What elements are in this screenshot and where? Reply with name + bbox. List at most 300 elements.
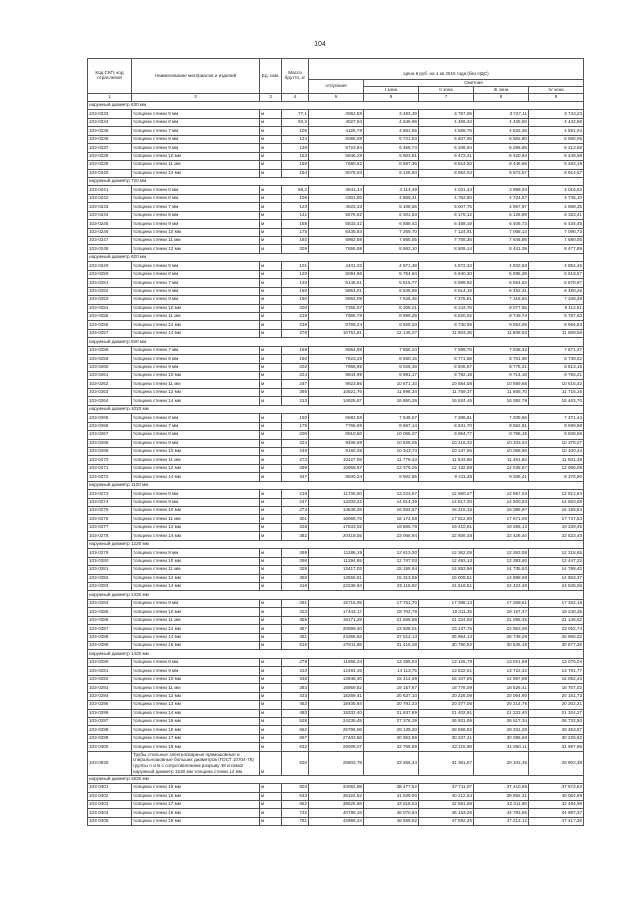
cell-zone-3-price: 42 311,90 [474,800,529,808]
cell-zone-2-price: 12 960,27 [419,490,474,498]
column-number: 4 [282,94,309,102]
cell-zone-3-price: 24 422,40 [474,582,529,590]
cell-zone-2-price: 19 311,35 [419,608,474,616]
cell-mass: 77,1 [282,110,309,118]
cell-zone-4-price: 12 912,64 [529,490,584,498]
cell-name: толщина стенки 12 мм [132,169,260,177]
table-row [88,203,584,211]
cell-zone-4-price: 37 572,53 [529,784,584,792]
table-row [88,380,584,388]
cell-zone-1-price: 13 395,03 [364,658,419,666]
table-row [88,228,584,236]
table-row [88,642,584,650]
cell-zone-4-price: 4 016,63 [529,186,584,194]
cell-release-price: 5846,28 [309,152,364,160]
cell-unit: м [260,388,282,396]
cell-unit: м [260,203,282,211]
cell-unit: м [260,566,282,574]
cell-code: 103-0255 [88,312,132,320]
cell-zone-4-price: 30 225,92 [529,734,584,742]
cell-mass: 209 [282,245,309,253]
cell-unit: м [260,422,282,430]
cell-zone-2-price: 21 224,55 [419,616,474,624]
cell-zone-3-price: 18 626,41 [474,684,529,692]
cell-name: толщина стенки 8 мм [132,431,260,439]
cell-zone-2-price: 8 631,70 [419,422,474,430]
table-row [88,726,584,734]
cell-code: 103-0246 [88,228,132,236]
cell-name: толщина стенки 12 мм [132,321,260,329]
cell-name: толщина стенки 13 мм [132,701,260,709]
cell-code: 103-0299 [88,734,132,742]
cell-zone-4-price: 9 828,56 [529,431,584,439]
cell-unit: м [260,447,282,455]
cell-release-price: 7355,07 [309,304,364,312]
table-row [88,388,584,396]
cell-zone-2-price: 17 398,13 [419,599,474,607]
table-row [88,625,584,633]
header-zone-2: II зона [419,87,474,94]
cell-zone-1-price: 9 991,17 [364,372,419,380]
cell-name: толщина стенки 18 мм [132,743,260,751]
table-row [88,245,584,253]
cell-name: толщина стенки 14 мм [132,709,260,717]
cell-name: толщина стенки 12 мм [132,692,260,700]
cell-release-price: 13200,22 [309,498,364,506]
cell-mass: 416 [282,582,309,590]
cell-name: толщина стенки 17 мм [132,800,260,808]
cell-release-price: 11294,55 [309,557,364,565]
cell-mass: 224 [282,439,309,447]
cell-zone-3-price: 5 654,52 [474,279,529,287]
cell-mass: 453 [282,701,309,709]
cell-code: 103-0267 [88,431,132,439]
cell-zone-1-price: 10 343,74 [364,447,419,455]
cell-zone-2-price: 6 514,19 [419,287,474,295]
cell-code: 103-0264 [88,397,132,405]
cell-zone-4-price: 4 551,04 [529,127,584,135]
cell-unit: м [260,296,282,304]
cell-unit: м [260,658,282,666]
column-number: 5 [309,94,364,102]
cell-unit: м [260,245,282,253]
cell-zone-4-price: 6 153,41 [529,211,584,219]
cell-zone-4-price: 3 743,23 [529,110,584,118]
cell-mass: 632 [282,743,309,751]
cell-zone-3-price: 10 056,90 [474,447,529,455]
cell-release-price: 8078,93 [309,169,364,177]
table-row [88,717,584,725]
cell-code: 103-0297 [88,717,132,725]
column-number: 8 [474,94,529,102]
cell-zone-4-price: 8 477,89 [529,245,584,253]
group-label: наружный диаметр 630 мм [88,102,584,110]
cell-zone-3-price: 3 999,34 [474,186,529,194]
table-row [88,135,584,143]
cell-unit: м [260,118,282,126]
table-row [88,809,584,817]
cell-zone-1-price: 30 953,96 [364,734,419,742]
cell-code: 103-0243 [88,203,132,211]
cell-name: толщина стенки 10 мм [132,152,260,160]
cell-zone-3-price: 4 724,57 [474,194,529,202]
cell-zone-4-price: 16 155,54 [529,507,584,515]
cell-name: толщина стенки 9 мм [132,599,260,607]
header-code: Код СКП, код отраслевой [88,59,132,94]
cell-mass: 603 [282,784,309,792]
cell-release-price: 3641,44 [309,186,364,194]
cell-zone-1-price: 8 650,15 [364,355,419,363]
cell-zone-3-price: 47 213,12 [474,817,529,825]
group-row [88,338,584,346]
cell-zone-2-price: 8 962,03 [419,169,474,177]
cell-mass: 141 [282,211,309,219]
cell-zone-3-price: 13 021,69 [474,658,529,666]
cell-zone-1-price: 27 376,39 [364,717,419,725]
cell-zone-3-price: 19 157,47 [474,608,529,616]
cell-zone-2-price: 14 617,30 [419,498,474,506]
cell-release-price: 5148,51 [309,279,364,287]
cell-code: 103-0257 [88,329,132,337]
table-row [88,658,584,666]
table-row [88,287,584,295]
cell-name: толщина стенки 5 мм [132,186,260,194]
cell-name: толщина стенки 10 мм [132,557,260,565]
column-number: 7 [419,94,474,102]
cell-zone-1-price: 19 157,67 [364,684,419,692]
cell-release-price: 16959,82 [309,684,364,692]
table-row [88,186,584,194]
cell-unit: м [260,169,282,177]
cell-zone-4-price: 40 064,89 [529,792,584,800]
cell-zone-1-price: 4 971,38 [364,262,419,270]
cell-zone-4-price: 20 151,73 [529,692,584,700]
cell-zone-2-price: 12 132,69 [419,464,474,472]
cell-zone-2-price: 7 398,61 [419,414,474,422]
cell-mass: 382 [282,532,309,540]
cell-zone-1-price: 20 791,23 [364,701,419,709]
cell-zone-1-price: 10 628,05 [364,439,419,447]
cell-code: 103-0274 [88,498,132,506]
cell-zone-2-price: 7 708,36 [419,237,474,245]
cell-release-price: 4027,94 [309,118,364,126]
column-number-row [88,94,584,102]
cell-mass: 562 [282,726,309,734]
cell-code: 103-0302 [88,792,132,800]
cell-unit: м [260,582,282,590]
cell-release-price: 8844,99 [309,372,364,380]
cell-code: 103-0272 [88,473,132,481]
cell-code: 103-0241 [88,186,132,194]
table-row [88,152,584,160]
cell-zone-4-price: 11 716,16 [529,388,584,396]
cell-zone-2-price: 7 124,91 [419,228,474,236]
cell-unit: м [260,667,282,675]
cell-zone-4-price: 6 434,46 [529,220,584,228]
group-label: наружный диаметр 1020 мм [88,405,584,413]
cell-zone-1-price: 10 871,10 [364,380,419,388]
cell-zone-3-price: 6 406,73 [474,220,529,228]
group-label: наружный диаметр 920 мм [88,338,584,346]
cell-code: 103-0247 [88,237,132,245]
cell-zone-3-price: 6 420,84 [474,152,529,160]
cell-code: 103-0298 [88,726,132,734]
cell-zone-1-price: 6 603,81 [364,152,419,160]
table-row [88,194,584,202]
cell-zone-3-price: 8 562,91 [474,422,529,430]
cell-unit: м [260,523,282,531]
cell-name: толщина стенки 18 мм [132,809,260,817]
cell-code: 103-0285 [88,608,132,616]
cell-release-price: 9623,85 [309,380,364,388]
cell-zone-2-price: 5 607,06 [419,135,474,143]
cell-zone-3-price: 5 562,80 [474,135,529,143]
cell-mass: 761 [282,817,309,825]
cell-mass: 160 [282,287,309,295]
cell-mass: 358 [282,574,309,582]
cell-zone-1-price: 8 662,10 [364,245,419,253]
cell-mass: 88,2 [282,186,309,194]
cell-zone-3-price: 8 873,67 [474,169,529,177]
table-row [88,220,584,228]
cell-code: 103-0249 [88,262,132,270]
cell-zone-3-price: 14 735,63 [474,566,529,574]
header-price-blank [309,59,584,70]
cell-zone-2-price: 14 853,96 [419,566,474,574]
cell-unit: м [260,464,282,472]
group-label: наружный диаметр 1220 мм [88,540,584,548]
cell-mass: 168 [282,161,309,169]
cell-release-price: 10621,76 [309,388,364,396]
cell-code: 103-0305 [88,817,132,825]
cell-code: 103-0251 [88,279,132,287]
cell-zone-3-price: 44 793,55 [474,809,529,817]
cell-mass: 153 [282,152,309,160]
cell-zone-4-price: 4 745,10 [529,194,584,202]
cell-zone-1-price: 7 269,70 [364,228,419,236]
cell-release-price: 22236,94 [309,582,364,590]
cell-zone-2-price: 26 831,06 [419,717,474,725]
cell-unit: м [260,363,282,371]
cell-zone-3-price: 39 892,31 [474,792,529,800]
cell-zone-2-price: 7 375,81 [419,296,474,304]
table-row [88,144,584,152]
cell-unit: м [260,633,282,641]
cell-zone-4-price: 17 747,53 [529,515,584,523]
cell-mass: 101 [282,262,309,270]
cell-zone-4-price: 28 453,87 [529,726,584,734]
cell-zone-3-price: 14 987,59 [474,675,529,683]
cell-unit: м [260,312,282,320]
cell-name: толщина стенки 10 мм [132,608,260,616]
cell-unit: м [260,135,282,143]
cell-unit: м [260,701,282,709]
cell-mass: 247 [282,380,309,388]
cell-name: толщина стенки 10 мм [132,304,260,312]
cell-zone-2-price: 32 115,98 [419,743,474,751]
cell-mass: 124 [282,135,309,143]
table-row [88,321,584,329]
cell-code: 103-0238 [88,152,132,160]
cell-zone-2-price: 26 964,13 [419,633,474,641]
table-row [88,456,584,464]
table-row [88,633,584,641]
header-mass: Масса брутто, кг [282,59,309,94]
cell-zone-4-price: 12 316,65 [529,549,584,557]
cell-zone-2-price: 15 107,65 [419,675,474,683]
cell-zone-3-price: 14 888,98 [474,574,529,582]
table-row [88,498,584,506]
group-label: наружный диаметр 720 мм [88,177,584,185]
cell-name: толщина стенки 8 мм [132,135,260,143]
cell-zone-1-price: 23 608,01 [364,625,419,633]
cell-zone-3-price: 8 775,21 [474,363,529,371]
cell-code: 103-0283 [88,582,132,590]
cell-name: толщина стенки 5 мм [132,110,260,118]
cell-zone-2-price: 24 618,51 [419,582,474,590]
table-row [88,515,584,523]
cell-release-price: 7958,95 [309,363,364,371]
cell-name: толщина стенки 7 мм [132,346,260,354]
cell-code: 103-0269 [88,447,132,455]
cell-zone-3-price: 11 665,70 [474,388,529,396]
cell-release-price: 13417,03 [309,566,364,574]
cell-zone-4-price: 8 599,98 [529,422,584,430]
cell-mass: 249 [282,447,309,455]
cell-code: 103-0236 [88,135,132,143]
cell-zone-2-price: 21 402,91 [419,709,474,717]
cell-zone-2-price: 9 792,18 [419,372,474,380]
cell-mass: 328 [282,566,309,574]
cell-zone-3-price: 8 441,39 [474,245,529,253]
cell-mass: 682 [282,800,309,808]
cell-zone-3-price: 9 653,05 [474,321,529,329]
cell-release-price: 10959,97 [309,464,364,472]
cell-zone-4-price: 15 052,44 [529,675,584,683]
cell-mass: 202 [282,363,309,371]
header-unit: Ед. изм. [260,59,282,94]
group-row [88,481,584,489]
table-row [88,599,584,607]
cell-zone-3-price: 9 714,18 [474,372,529,380]
cell-name: толщина стенки 12 мм [132,245,260,253]
cell-mass: 515 [282,642,309,650]
cell-release-price: 14648,48 [309,507,364,515]
group-row [88,102,584,110]
column-number: 2 [132,94,260,102]
cell-zone-1-price: 4 661,55 [364,127,419,135]
cell-code: 103-0280 [88,557,132,565]
table-row [88,414,584,422]
cell-zone-1-price: 15 313,55 [364,574,419,582]
cell-name: толщина стенки 17 мм [132,734,260,742]
cell-release-price: 8769,24 [309,321,364,329]
cell-zone-3-price: 6 462,31 [474,287,529,295]
cell-zone-3-price: 12 263,58 [474,549,529,557]
cell-zone-3-price: 8 701,98 [474,355,529,363]
cell-unit: м [260,692,282,700]
cell-zone-2-price: 19 410,81 [419,523,474,531]
cell-name: толщина стенки 12 мм [132,625,260,633]
cell-zone-4-price: 47 417,36 [529,817,584,825]
cell-code: 103-0235 [88,127,132,135]
cell-unit: м [260,625,282,633]
table-row [88,473,584,481]
column-number: 9 [529,94,584,102]
table-row [88,296,584,304]
cell-zone-1-price: 7 525,46 [364,296,419,304]
cell-release-price: 6682,59 [309,414,364,422]
cell-mass: 298 [282,557,309,565]
cell-name: толщина стенки 14 мм [132,397,260,405]
cell-zone-4-price: 26 732,50 [529,717,584,725]
group-row [88,405,584,413]
header-release: отпускная [309,80,364,94]
cell-mass: 347 [282,473,309,481]
cell-mass: 106 [282,194,309,202]
cell-code: 103-0250 [88,270,132,278]
cell-name: толщина стенки 8 мм [132,658,260,666]
cell-zone-2-price: 11 759,37 [419,388,474,396]
cell-unit: м [260,717,282,725]
cell-release-price: 4401,02 [309,262,364,270]
cell-zone-4-price: 8 813,16 [529,363,584,371]
cell-release-price: 9408,69 [309,439,364,447]
cell-mass: 224 [282,372,309,380]
cell-unit: м [260,220,282,228]
cell-code: 103-0254 [88,304,132,312]
table-row [88,304,584,312]
cell-code: 103-0295 [88,701,132,709]
cell-zone-2-price: 12 362,05 [419,549,474,557]
cell-zone-2-price: 31 381,67 [419,751,474,775]
cell-zone-4-price: 6 490,26 [529,287,584,295]
cell-release-price: 24235,45 [309,717,364,725]
cell-name: толщина стенки 6 мм [132,414,260,422]
header-zone-3: III зона [474,87,529,94]
cell-code: 103-0304 [88,809,132,817]
cell-zone-1-price: 27 512,13 [364,633,419,641]
cell-zone-1-price: 23 065,94 [364,532,419,540]
cell-zone-2-price: 5 640,30 [419,270,474,278]
cell-name: толщина стенки 12 мм [132,523,260,531]
cell-unit: м [260,743,282,751]
cell-name: толщина стенки 6 мм [132,118,260,126]
cell-release-price: 5833,42 [309,220,364,228]
table-row [88,262,584,270]
cell-name: толщина стенки 7 мм [132,279,260,287]
cell-release-price: 12494,45 [309,667,364,675]
table-row [88,363,584,371]
cell-zone-3-price: 4 425,60 [474,118,529,126]
cell-release-price: 13556,81 [309,574,364,582]
cell-code: 103-0253 [88,296,132,304]
cell-release-price: 4301,90 [309,194,364,202]
cell-release-price: 4523,33 [309,203,364,211]
cell-zone-4-price: 7 680,05 [529,237,584,245]
cell-unit: м [260,346,282,354]
cell-unit: м [260,397,282,405]
cell-mass: 520 [282,751,309,775]
cell-name: толщина стенки 11 мм [132,312,260,320]
cell-release-price: 7690,62 [309,161,364,169]
cell-zone-4-price: 5 619,57 [529,270,584,278]
cell-zone-1-price: 14 914,39 [364,498,419,506]
cell-zone-1-price: 5 721,53 [364,135,419,143]
cell-mass: 150 [282,414,309,422]
cell-release-price: 4126,79 [309,127,364,135]
cell-zone-2-price: 17 812,90 [419,515,474,523]
